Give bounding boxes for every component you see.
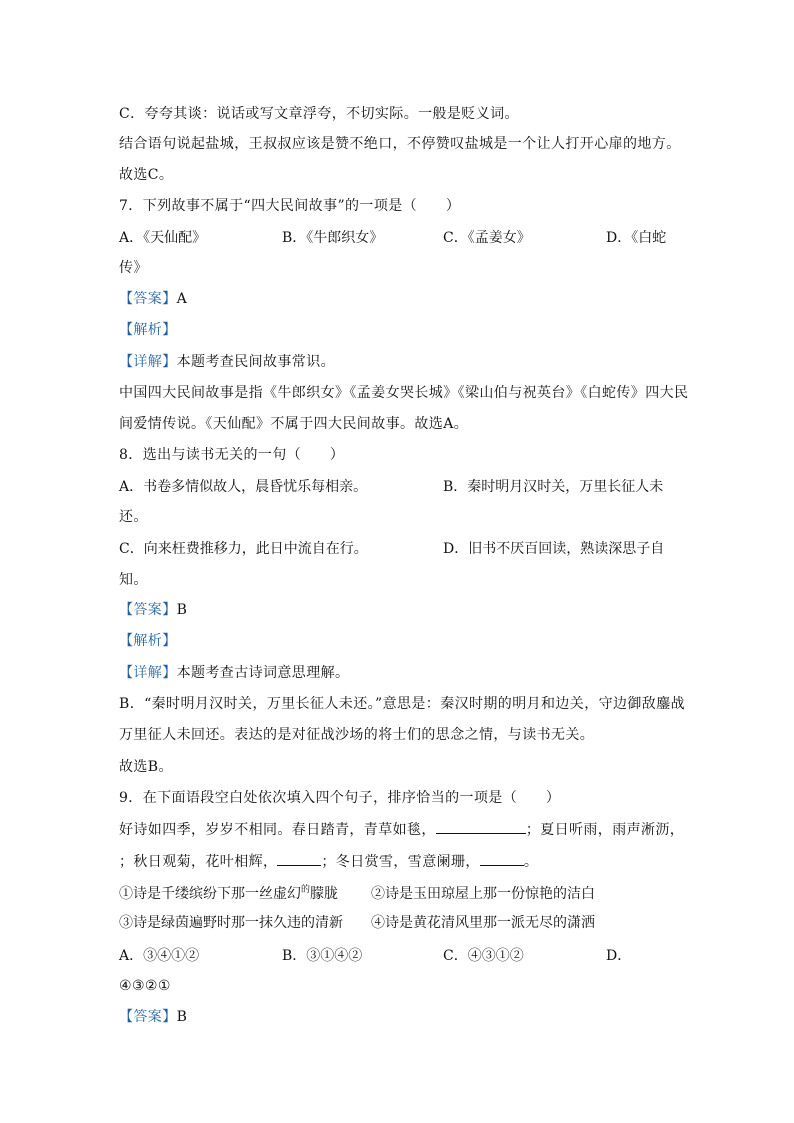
passage-text: 。 bbox=[523, 854, 539, 870]
q8-option-d: D．旧书不厌百回读，熟读深思子自 bbox=[443, 541, 665, 557]
q9-option-d-cont: ④③②① bbox=[119, 978, 171, 994]
passage-text: ；冬日赏雪，雪意阑珊， bbox=[321, 854, 480, 870]
q8-explanation-1: B．“秦时明月汉时关，万里长征人未还。”意思是：秦汉时期的明月和边关，守边御敌鏖战 bbox=[119, 696, 685, 712]
passage-text: ；夏日听雨，雨声淅沥， bbox=[525, 822, 685, 838]
sentence-sup: 的 bbox=[301, 885, 311, 895]
sentence-text: 朦胧 bbox=[310, 886, 339, 902]
question-7: 7．下列故事不属于“四大民间故事”的一项是（ ） bbox=[119, 198, 461, 214]
blank bbox=[480, 851, 524, 866]
q7-option-d-cont: 传》 bbox=[119, 260, 148, 276]
option-c-explanation: C．夸夸其谈：说话或写文章浮夸，不切实际。一般是贬义词。 bbox=[119, 106, 519, 122]
q7-option-b: B．《牛郎织女》 bbox=[282, 230, 384, 246]
q9-passage-2 bbox=[119, 851, 538, 872]
q8-detail bbox=[119, 663, 349, 683]
passage-text: ；秋日观菊，花叶相辉， bbox=[119, 854, 278, 870]
answer-value: A bbox=[176, 291, 188, 307]
context-explanation: 结合语句说起盐城，王叔叔应该是赞不绝口，不停赞叹盐城是一个让人打开心扉的地方。 bbox=[119, 136, 681, 152]
answer-tag: 【答案】 bbox=[119, 291, 177, 307]
q9-option-d: D． bbox=[606, 948, 632, 964]
q7-answer bbox=[119, 289, 187, 309]
detail-tag: 【详解】 bbox=[119, 665, 177, 681]
q9-option-b: B．③①④② bbox=[282, 948, 363, 964]
q8-explanation-2: 万里征人未回还。表达的是对征战沙场的将士们的思念之情，与读书无关。 bbox=[119, 727, 595, 743]
q7-explanation-2: 间爱情传说。《天仙配》不属于四大民间故事。故选A。 bbox=[119, 416, 469, 432]
question-9: 9．在下面语段空白处依次填入四个句子，排序恰当的一项是（ ） bbox=[119, 790, 561, 806]
q9-option-c: C．④③①② bbox=[443, 948, 524, 964]
q8-answer bbox=[119, 600, 187, 620]
q7-option-a: A．《天仙配》 bbox=[119, 230, 207, 246]
answer-tag: 【答案】 bbox=[119, 1009, 177, 1025]
answer-value: B bbox=[176, 1009, 188, 1025]
answer-value: B bbox=[176, 602, 188, 618]
q8-analysis-tag: 【解析】 bbox=[119, 633, 177, 649]
q8-option-b: B．秦时明月汉时关，万里长征人未 bbox=[443, 479, 664, 495]
passage-text: 好诗如四季，岁岁不相同。春日踏青，青草如毯， bbox=[119, 822, 436, 838]
q8-option-d-cont: 知。 bbox=[119, 572, 148, 588]
q7-option-c: C．《孟姜女》 bbox=[443, 230, 531, 246]
q7-explanation-1: 中国四大民间故事是指《牛郎织女》《孟姜女哭长城》《梁山伯与祝英台》《白蛇传》四大民 bbox=[119, 385, 689, 401]
blank bbox=[436, 819, 526, 834]
detail-text: 本题考查民间故事常识。 bbox=[176, 354, 336, 370]
choose-c: 故选C。 bbox=[119, 167, 174, 183]
q9-sentence-3: ③诗是绿茵遍野时那一抹久违的清新 bbox=[119, 915, 343, 931]
q9-sentence-2: ②诗是玉田琼屋上那一份惊艳的洁白 bbox=[371, 886, 595, 902]
sentence-text: ①诗是千缕缤纷下那一丝虚幻 bbox=[119, 886, 301, 902]
q9-passage-1 bbox=[119, 819, 684, 840]
q8-choose: 故选B。 bbox=[119, 759, 173, 775]
detail-text: 本题考查古诗词意思理解。 bbox=[176, 665, 350, 681]
detail-tag: 【详解】 bbox=[119, 354, 177, 370]
question-8: 8．选出与读书无关的一句（ ） bbox=[119, 447, 345, 463]
q9-option-a: A．③④①② bbox=[119, 948, 200, 964]
q8-option-c: C．向来枉费推移力，此日中流自在行。 bbox=[119, 541, 368, 557]
q9-answer bbox=[119, 1007, 187, 1027]
blank bbox=[277, 851, 321, 866]
q7-analysis-tag: 【解析】 bbox=[119, 322, 177, 338]
q8-option-a: A．书卷多情似故人，晨昏忧乐每相亲。 bbox=[119, 479, 368, 495]
q9-sentence-4: ④诗是黄花清风里那一派无尽的潇洒 bbox=[371, 915, 595, 931]
answer-tag: 【答案】 bbox=[119, 602, 177, 618]
q7-detail bbox=[119, 352, 335, 372]
q9-sentence-1 bbox=[119, 884, 338, 906]
q7-option-d: D．《白蛇 bbox=[606, 230, 667, 246]
q8-option-b-cont: 还。 bbox=[119, 509, 148, 525]
